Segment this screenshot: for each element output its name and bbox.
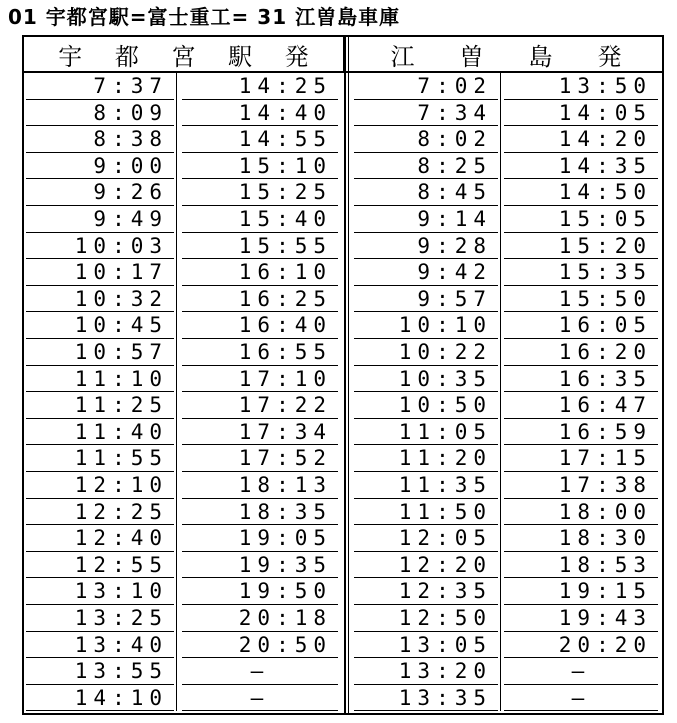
- departure-time: 8:02: [354, 126, 498, 153]
- header-char: 宇: [58, 42, 83, 71]
- departure-time: 11:20: [354, 445, 498, 472]
- departure-time: 15:55: [182, 233, 338, 260]
- departure-time: 13:20: [354, 658, 498, 685]
- departure-time: 15:35: [504, 259, 658, 286]
- departure-time: —: [182, 658, 338, 685]
- departure-time: 11:35: [354, 472, 498, 499]
- departure-time: 14:05: [504, 100, 658, 127]
- departure-time: 14:20: [504, 126, 658, 153]
- departure-time: 9:00: [26, 153, 174, 180]
- departure-time: 9:49: [26, 206, 174, 233]
- departure-time: 10:45: [26, 312, 174, 339]
- header-char: 発: [284, 42, 309, 71]
- departure-time: —: [182, 685, 338, 712]
- departure-time: 17:10: [182, 366, 338, 393]
- departure-time: 10:22: [354, 339, 498, 366]
- departure-time: 20:50: [182, 632, 338, 659]
- departure-time: 13:40: [26, 632, 174, 659]
- departure-time: 9:42: [354, 259, 498, 286]
- departure-time: 10:50: [354, 392, 498, 419]
- departure-time: 8:25: [354, 153, 498, 180]
- header-char: 駅: [228, 42, 253, 71]
- departure-time: 16:25: [182, 286, 338, 313]
- departure-time: 7:02: [354, 73, 498, 100]
- departure-time: 11:55: [26, 445, 174, 472]
- departure-time: 14:25: [182, 73, 338, 100]
- departure-time: 14:50: [504, 179, 658, 206]
- departure-time: 15:50: [504, 286, 658, 313]
- departure-time: 9:26: [26, 179, 174, 206]
- departure-time: 12:20: [354, 552, 498, 579]
- departure-time: 20:20: [504, 632, 658, 659]
- departure-time: 9:14: [354, 206, 498, 233]
- departure-time: 19:50: [182, 578, 338, 605]
- departure-time: 18:30: [504, 525, 658, 552]
- departure-time: 15:25: [182, 179, 338, 206]
- departure-time: 12:05: [354, 525, 498, 552]
- header-char: 発: [597, 42, 622, 71]
- departure-time: —: [504, 658, 658, 685]
- departure-time: 8:09: [26, 100, 174, 127]
- departure-time: 13:25: [26, 605, 174, 632]
- departure-time: 12:25: [26, 499, 174, 526]
- departure-time: 11:25: [26, 392, 174, 419]
- departure-time: 19:15: [504, 578, 658, 605]
- departure-time: 10:32: [26, 286, 174, 313]
- departure-time: 18:53: [504, 552, 658, 579]
- departure-time: 16:47: [504, 392, 658, 419]
- departure-time: 13:55: [26, 658, 174, 685]
- header-char: 宮: [171, 42, 196, 71]
- departure-time: 19:43: [504, 605, 658, 632]
- departure-time: 10:17: [26, 259, 174, 286]
- direction-divider-inner: [348, 37, 349, 713]
- header-esojima-departures: [350, 37, 662, 71]
- departure-time: 12:40: [26, 525, 174, 552]
- departure-time: 17:38: [504, 472, 658, 499]
- header-char: 江: [390, 42, 415, 71]
- departure-time: 12:50: [354, 605, 498, 632]
- departure-time: 10:03: [26, 233, 174, 260]
- header-char: 都: [114, 42, 139, 71]
- departure-time: 14:40: [182, 100, 338, 127]
- departure-time: 16:20: [504, 339, 658, 366]
- departure-time: 13:50: [504, 73, 658, 100]
- departure-time: 9:28: [354, 233, 498, 260]
- departure-time: 8:45: [354, 179, 498, 206]
- departure-time: 15:05: [504, 206, 658, 233]
- departure-time: 10:57: [26, 339, 174, 366]
- utsunomiya-col-1-separator: [176, 73, 177, 711]
- departure-time: 17:34: [182, 419, 338, 446]
- departure-time: 19:35: [182, 552, 338, 579]
- departure-time: 20:18: [182, 605, 338, 632]
- departure-time: 9:57: [354, 286, 498, 313]
- header-utsunomiya-departures: [24, 37, 344, 71]
- departure-time: 13:10: [26, 578, 174, 605]
- departure-time: 14:10: [26, 685, 174, 712]
- departure-time: 18:13: [182, 472, 338, 499]
- departure-time: 15:20: [504, 233, 658, 260]
- departure-time: 16:55: [182, 339, 338, 366]
- departure-time: 8:38: [26, 126, 174, 153]
- departure-time: —: [504, 685, 658, 712]
- departure-time: 7:37: [26, 73, 174, 100]
- departure-time: 17:22: [182, 392, 338, 419]
- departure-time: 11:05: [354, 419, 498, 446]
- departure-time: 12:35: [354, 578, 498, 605]
- departure-time: 13:05: [354, 632, 498, 659]
- departure-time: 16:35: [504, 366, 658, 393]
- departure-time: 12:55: [26, 552, 174, 579]
- departure-time: 12:10: [26, 472, 174, 499]
- departure-time: 11:10: [26, 366, 174, 393]
- esojima-col-1-separator: [500, 73, 501, 711]
- departure-time: 11:40: [26, 419, 174, 446]
- departure-time: 19:05: [182, 525, 338, 552]
- departure-time: 15:10: [182, 153, 338, 180]
- timetable-title: 01 宇都宮駅=富士重工= 31 江曽島車庫: [8, 5, 401, 29]
- timetable: [22, 35, 664, 715]
- departure-time: 17:15: [504, 445, 658, 472]
- departure-time: 17:52: [182, 445, 338, 472]
- departure-time: 10:10: [354, 312, 498, 339]
- departure-time: 16:59: [504, 419, 658, 446]
- departure-time: 16:40: [182, 312, 338, 339]
- departure-time: 7:34: [354, 100, 498, 127]
- departure-time: 14:55: [182, 126, 338, 153]
- departure-time: 10:35: [354, 366, 498, 393]
- direction-divider: [344, 37, 346, 713]
- departure-time: 16:05: [504, 312, 658, 339]
- departure-time: 18:00: [504, 499, 658, 526]
- header-char: 島: [528, 42, 553, 71]
- departure-time: 15:40: [182, 206, 338, 233]
- header-char: 曽: [459, 42, 484, 71]
- departure-time: 11:50: [354, 499, 498, 526]
- departure-time: 14:35: [504, 153, 658, 180]
- departure-time: 18:35: [182, 499, 338, 526]
- departure-time: 16:10: [182, 259, 338, 286]
- departure-time: 13:35: [354, 685, 498, 712]
